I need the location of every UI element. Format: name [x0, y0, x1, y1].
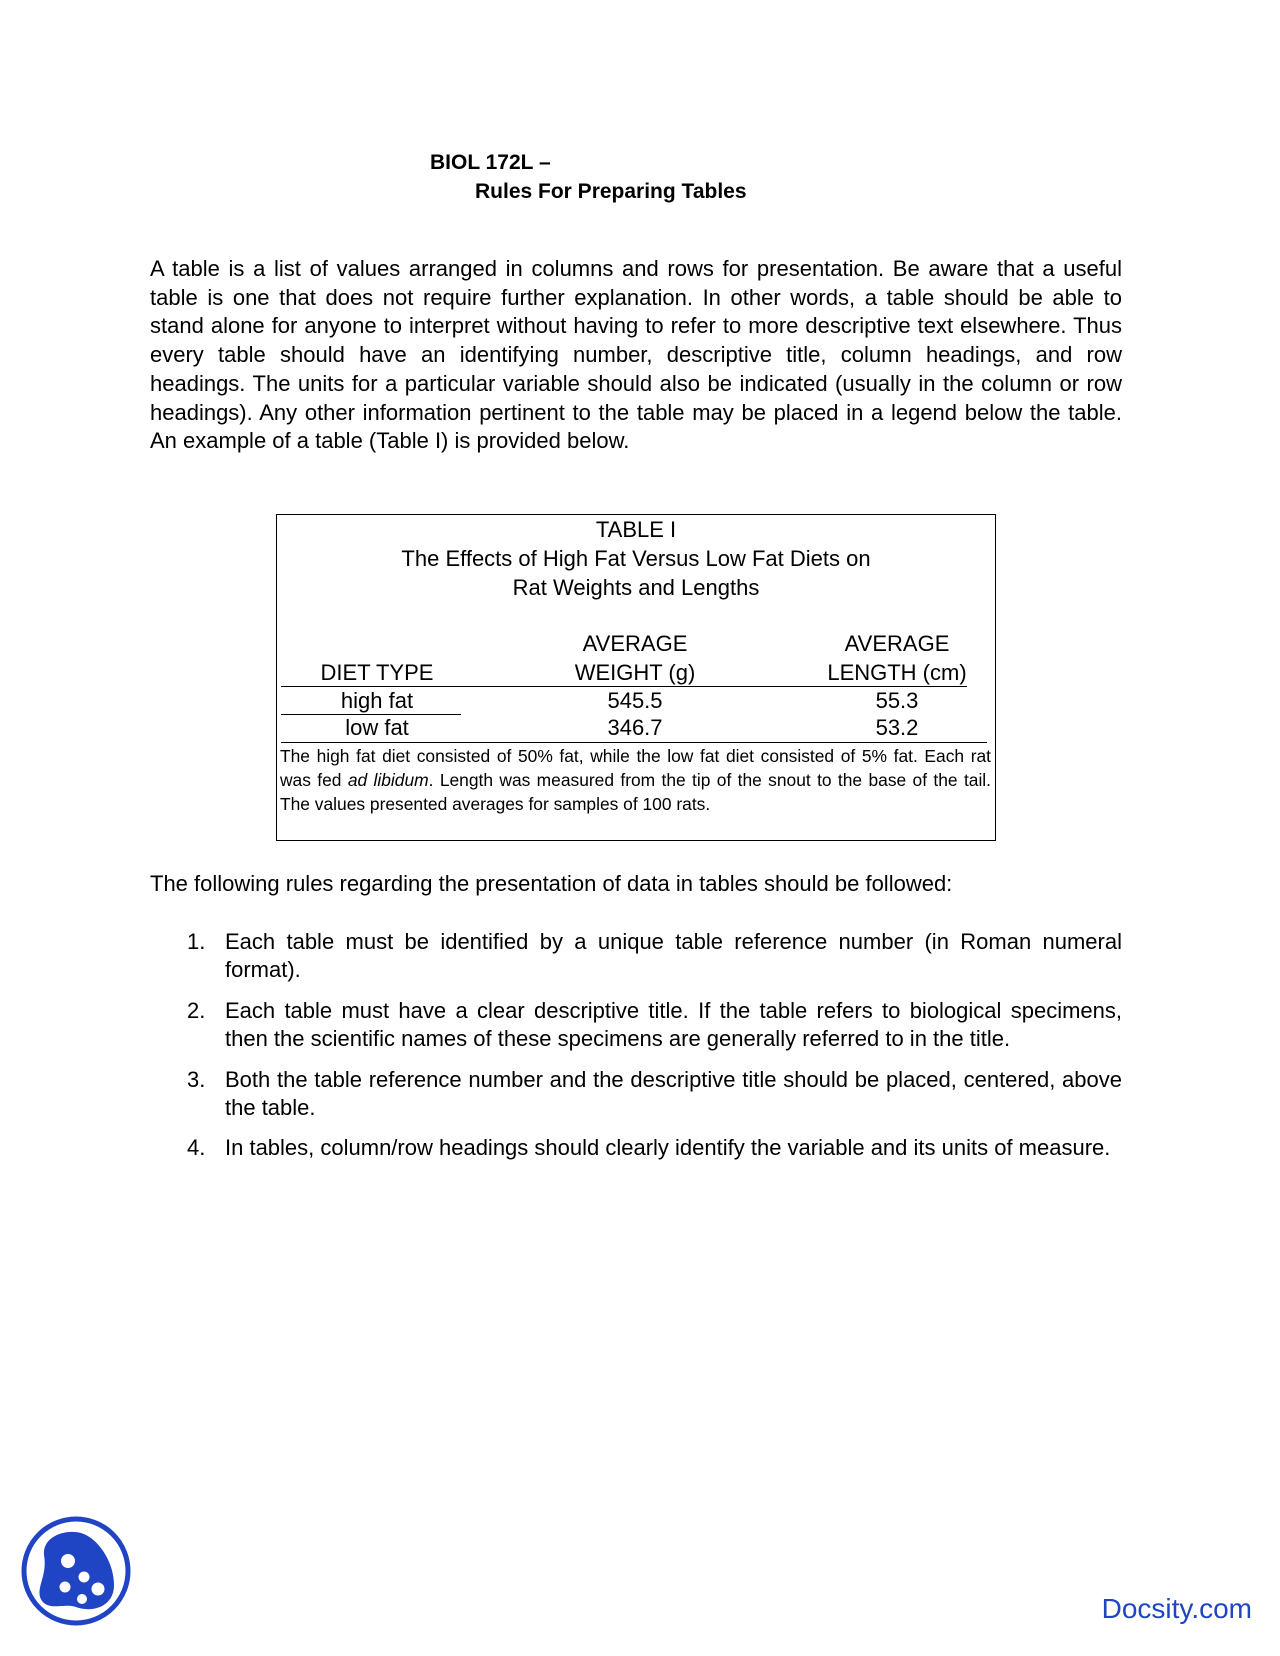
docsity-logo-icon[interactable] — [20, 1515, 132, 1627]
table-bottom-rule — [281, 742, 987, 743]
rule-text: Both the table reference number and the descriptive title should be placed, centered, above the table. — [225, 1066, 1122, 1121]
rule-number: 1. — [187, 929, 206, 954]
column-header-weight-line-2: WEIGHT (g) — [574, 660, 696, 685]
table-cell-length: 55.3 — [875, 688, 919, 713]
table-cell-diet: low fat — [345, 715, 409, 740]
table-cell-diet: high fat — [340, 688, 414, 713]
table-title-line-1: The Effects of High Fat Versus Low Fat Diets on — [401, 546, 871, 571]
rule-number: 4. — [187, 1135, 206, 1161]
intro-paragraph: A table is a list of values arranged in columns and rows for presentation. Be aware that a useful table is one that does not require further explanation. In other words, a table should be able to stand alone for anyone to interpret without having to refer to more descriptive text elsewhere. Thus every table should have an identifying number, descriptive title, column headings, and row headings. The units for a particular variable should also be indicated (usually in the column or row headings). Any other information pertinent to the table may be placed in a legend below the table. An example of a table (Table I) is provided below. — [150, 256, 1122, 454]
rule-item — [150, 997, 1122, 1054]
example-table — [276, 514, 996, 841]
rule-item — [150, 1134, 1122, 1162]
rule-item — [150, 1066, 1122, 1123]
document-title: Rules For Preparing Tables — [475, 180, 747, 203]
rule-number: 3. — [187, 1066, 206, 1092]
docsity-brand-link[interactable]: Docsity.com — [1101, 1593, 1252, 1624]
table-legend: The high fat diet consisted of 50% fat, while the low fat diet consisted of 5% fat. Each rat was fed ad libidum. Length was measured from the tip of the snout to the base of the tail. The values presented averages for samples of 100 rats. — [280, 746, 992, 815]
rules-lead-text: The following rules regarding the presentation of data in tables should be followed: — [150, 871, 953, 896]
table-number: TABLE I — [595, 517, 677, 542]
column-header-length-line-1: AVERAGE — [844, 631, 950, 656]
rule-text: In tables, column/row headings should clearly identify the variable and its units of measure. — [225, 1135, 1111, 1161]
table-cell-weight: 545.5 — [607, 688, 663, 713]
course-code: BIOL 172L – — [430, 151, 551, 174]
table-title-line-2: Rat Weights and Lengths — [512, 575, 760, 600]
column-header-diet-type: DIET TYPE — [320, 660, 434, 685]
latin-term: ad libidum — [347, 770, 429, 791]
rule-number: 2. — [187, 997, 206, 1023]
rule-text: Each table must have a clear descriptive title. If the table refers to biological specimens, then the scientific names of these specimens are generally referred to in the title. — [225, 997, 1122, 1052]
rule-item — [150, 928, 1122, 985]
table-cell-weight: 346.7 — [607, 715, 663, 740]
column-header-length-line-2: LENGTH (cm) — [827, 660, 967, 685]
table-cell-length: 53.2 — [875, 715, 919, 740]
header-rule — [281, 686, 967, 687]
rule-text: Each table must be identified by a unique table reference number (in Roman numeral format). — [225, 929, 1122, 983]
column-header-weight-line-1: AVERAGE — [582, 631, 688, 656]
rules-list — [150, 928, 1122, 1163]
